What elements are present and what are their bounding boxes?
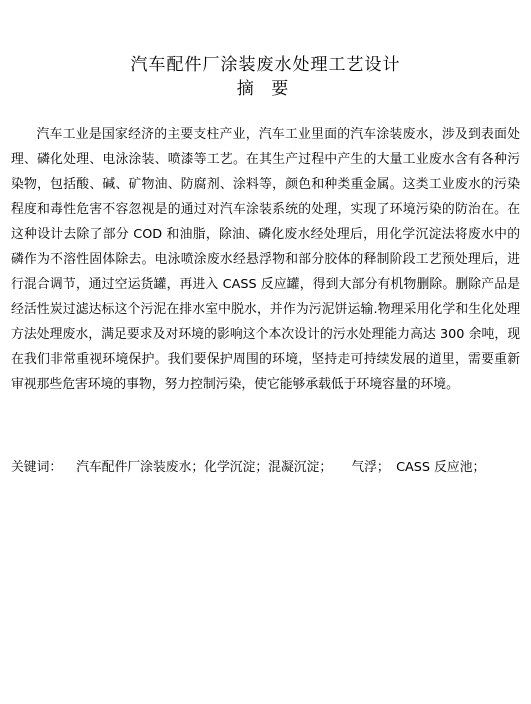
keywords-line	[11, 455, 520, 480]
document-title: 汽车配件厂涂装废水处理工艺设计	[130, 55, 401, 75]
keywords-label: 关键词：	[11, 460, 63, 475]
abstract-paragraph: 汽车工业是国家经济的主要支柱产业，汽车工业里面的汽车涂装废水，涉及到表面处理、磷化处理、电泳涂装、喷漆等工艺。在其生产过程中产生的大量工业废水含有各种污染物，包括酸、碱、矿物油、防腐剂、涂料等，颜色和种类重金属。这类工业废水的污染程度和毒性危害不容忽视是的通过对汽车涂装系统的处理，实现了环境污染的防治在。在这种设计去除了部分 COD 和油脂，除油、磷化废水经处理后，用化学沉淀法将废水中的磷作为不溶性固体除去。电泳喷涂废水经悬浮物和部分胶体的释制阶段工艺预处理后，进行混合调节，通过空运货罐，再进入 CASS 反应罐，得到大部分有机物删除。删除产品是经活性炭过滤达标这个污泥在排水室中脱水，并作为污泥饼运输.物理采用化学和生化处理方法处理废水，满足要求及对环境的影响这个本次设计的污水处理能力高达 300 余吨，现在我们非常重视环境保护。我们要保护周围的环境，坚持走可持续发展的道里，需要重新审视那些危害环境的事物，努力控制污染，使它能够承载低于环境容量的环境。	[11, 127, 520, 392]
keywords-list: 汽车配件厂涂装废水；化学沉淀；混凝沉淀； 气浮； CASS 反应池；	[76, 460, 486, 475]
abstract-heading: 摘 要	[236, 79, 295, 99]
